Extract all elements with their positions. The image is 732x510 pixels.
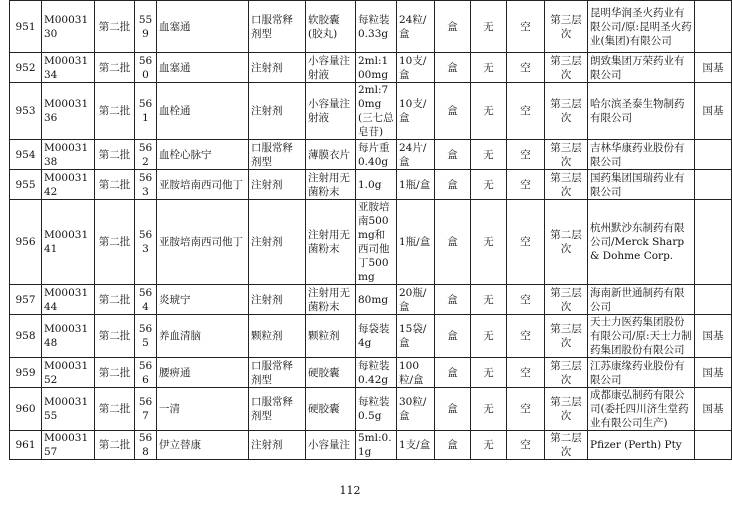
flag-b-cell: 空 [507, 83, 545, 140]
table-row [10, 315, 732, 358]
table-row [10, 170, 732, 200]
drug-name-cell: 血栓心脉宁 [157, 140, 249, 170]
drug-code-cell: M0003155 [42, 388, 95, 431]
flag-a-cell: 无 [471, 83, 507, 140]
note-cell [695, 1, 732, 53]
manufacturer-cell: 哈尔滨圣泰生物制药有限公司 [588, 83, 695, 140]
quality-level-cell: 第三层次 [545, 388, 588, 431]
dosage-form-cell: 注射剂 [249, 431, 306, 460]
row-index-cell: 952 [10, 53, 42, 83]
packaging-cell: 24粒/盒 [397, 1, 435, 53]
dosage-form-cell: 注射剂 [249, 170, 306, 200]
drug-name-cell: 伊立替康 [157, 431, 249, 460]
catalog-number-cell: 566 [135, 358, 157, 388]
preparation-form-cell: 小容量注射液 [306, 53, 356, 83]
dosage-form-cell: 口服常释剂型 [249, 358, 306, 388]
drug-code-cell: M0003136 [42, 83, 95, 140]
drug-code-cell: M0003138 [42, 140, 95, 170]
flag-a-cell: 无 [471, 1, 507, 53]
batch-cell: 第二批 [95, 315, 135, 358]
catalog-number-cell: 559 [135, 1, 157, 53]
batch-cell: 第二批 [95, 140, 135, 170]
packaging-cell: 10支/盒 [397, 83, 435, 140]
quality-level-cell: 第三层次 [545, 140, 588, 170]
packaging-cell: 1瓶/盒 [397, 170, 435, 200]
drug-code-cell: M0003152 [42, 358, 95, 388]
quality-level-cell: 第二层次 [545, 200, 588, 285]
table-row [10, 431, 732, 460]
drug-code-cell: M0003134 [42, 53, 95, 83]
table-row [10, 83, 732, 140]
table-row [10, 285, 732, 315]
flag-a-cell: 无 [471, 53, 507, 83]
table-row [10, 53, 732, 83]
preparation-form-cell: 注射用无菌粉末 [306, 285, 356, 315]
drug-name-cell: 炎琥宁 [157, 285, 249, 315]
specification-cell: 每片重0.40g [356, 140, 397, 170]
row-index-cell: 955 [10, 170, 42, 200]
packaging-cell: 1支/盒 [397, 431, 435, 460]
drug-catalog-table [9, 0, 732, 460]
row-index-cell: 953 [10, 83, 42, 140]
specification-cell: 每袋装4g [356, 315, 397, 358]
packaging-cell: 100粒/盒 [397, 358, 435, 388]
quality-level-cell: 第三层次 [545, 83, 588, 140]
catalog-number-cell: 564 [135, 285, 157, 315]
manufacturer-cell: 杭州默沙东制药有限公司/Merck Sharp & Dohme Corp. [588, 200, 695, 285]
row-index-cell: 954 [10, 140, 42, 170]
table-row [10, 358, 732, 388]
row-index-cell: 961 [10, 431, 42, 460]
flag-b-cell: 空 [507, 170, 545, 200]
unit-cell: 盒 [435, 285, 471, 315]
flag-a-cell: 无 [471, 315, 507, 358]
unit-cell: 盒 [435, 140, 471, 170]
manufacturer-cell: 海南新世通制药有限公司 [588, 285, 695, 315]
note-cell: 国基 [695, 83, 732, 140]
specification-cell: 亚胺培南500mg和西司他丁500mg [356, 200, 397, 285]
table-row [10, 200, 732, 285]
flag-a-cell: 无 [471, 388, 507, 431]
drug-name-cell: 亚胺培南西司他丁 [157, 170, 249, 200]
preparation-form-cell: 软胶囊(胶丸) [306, 1, 356, 53]
unit-cell: 盒 [435, 170, 471, 200]
unit-cell: 盒 [435, 1, 471, 53]
flag-b-cell: 空 [507, 315, 545, 358]
preparation-form-cell: 硬胶囊 [306, 358, 356, 388]
note-cell: 国基 [695, 53, 732, 83]
dosage-form-cell: 注射剂 [249, 53, 306, 83]
flag-b-cell: 空 [507, 388, 545, 431]
dosage-form-cell: 颗粒剂 [249, 315, 306, 358]
note-cell: 国基 [695, 358, 732, 388]
specification-cell: 80mg [356, 285, 397, 315]
batch-cell: 第二批 [95, 83, 135, 140]
catalog-number-cell: 561 [135, 83, 157, 140]
note-cell: 国基 [695, 315, 732, 358]
flag-a-cell: 无 [471, 285, 507, 315]
preparation-form-cell: 薄膜衣片 [306, 140, 356, 170]
batch-cell: 第二批 [95, 388, 135, 431]
packaging-cell: 30粒/盒 [397, 388, 435, 431]
dosage-form-cell: 注射剂 [249, 200, 306, 285]
drug-code-cell: M0003148 [42, 315, 95, 358]
quality-level-cell: 第三层次 [545, 358, 588, 388]
unit-cell: 盒 [435, 83, 471, 140]
specification-cell: 2ml:70mg(三七总皂苷) [356, 83, 397, 140]
note-cell: 国基 [695, 388, 732, 431]
page-number: 112 [339, 484, 361, 497]
note-cell [695, 200, 732, 285]
table-row [10, 1, 732, 53]
batch-cell: 第二批 [95, 431, 135, 460]
note-cell [695, 140, 732, 170]
catalog-number-cell: 562 [135, 140, 157, 170]
drug-name-cell: 一清 [157, 388, 249, 431]
manufacturer-cell: 朗致集团万荣药业有限公司 [588, 53, 695, 83]
dosage-form-cell: 注射剂 [249, 285, 306, 315]
flag-a-cell: 无 [471, 200, 507, 285]
specification-cell: 每粒装0.5g [356, 388, 397, 431]
drug-name-cell: 血塞通 [157, 53, 249, 83]
row-index-cell: 957 [10, 285, 42, 315]
unit-cell: 盒 [435, 315, 471, 358]
dosage-form-cell: 口服常释剂型 [249, 388, 306, 431]
flag-a-cell: 无 [471, 140, 507, 170]
packaging-cell: 10支/盒 [397, 53, 435, 83]
manufacturer-cell: 昆明华润圣火药业有限公司/原:昆明圣火药业(集团)有限公司 [588, 1, 695, 53]
flag-b-cell: 空 [507, 200, 545, 285]
unit-cell: 盒 [435, 200, 471, 285]
specification-cell: 5ml:0.1g [356, 431, 397, 460]
row-index-cell: 956 [10, 200, 42, 285]
flag-b-cell: 空 [507, 1, 545, 53]
row-index-cell: 958 [10, 315, 42, 358]
dosage-form-cell: 注射剂 [249, 83, 306, 140]
preparation-form-cell: 小容量注射液 [306, 83, 356, 140]
preparation-form-cell: 小容量注 [306, 431, 356, 460]
unit-cell: 盒 [435, 431, 471, 460]
manufacturer-cell: 吉林华康药业股份有限公司 [588, 140, 695, 170]
quality-level-cell: 第三层次 [545, 170, 588, 200]
batch-cell: 第二批 [95, 358, 135, 388]
specification-cell: 每粒装0.33g [356, 1, 397, 53]
manufacturer-cell: 成都康弘制药有限公司(委托四川济生堂药业有限公司生产) [588, 388, 695, 431]
catalog-number-cell: 563 [135, 200, 157, 285]
flag-a-cell: 无 [471, 358, 507, 388]
batch-cell: 第二批 [95, 53, 135, 83]
catalog-number-cell: 568 [135, 431, 157, 460]
flag-b-cell: 空 [507, 431, 545, 460]
quality-level-cell: 第三层次 [545, 1, 588, 53]
manufacturer-cell: 国药集团国瑞药业有限公司 [588, 170, 695, 200]
packaging-cell: 15袋/盒 [397, 315, 435, 358]
drug-name-cell: 腰痹通 [157, 358, 249, 388]
table-row [10, 388, 732, 431]
specification-cell: 2ml:100mg [356, 53, 397, 83]
unit-cell: 盒 [435, 388, 471, 431]
specification-cell: 每粒装0.42g [356, 358, 397, 388]
catalog-number-cell: 563 [135, 170, 157, 200]
row-index-cell: 959 [10, 358, 42, 388]
flag-b-cell: 空 [507, 53, 545, 83]
note-cell [695, 170, 732, 200]
note-cell [695, 285, 732, 315]
unit-cell: 盒 [435, 53, 471, 83]
drug-code-cell: M0003144 [42, 285, 95, 315]
packaging-cell: 1瓶/盒 [397, 200, 435, 285]
row-index-cell: 960 [10, 388, 42, 431]
drug-code-cell: M0003142 [42, 170, 95, 200]
note-cell [695, 431, 732, 460]
row-index-cell: 951 [10, 1, 42, 53]
preparation-form-cell: 注射用无菌粉末 [306, 200, 356, 285]
drug-name-cell: 亚胺培南西司他丁 [157, 200, 249, 285]
quality-level-cell: 第三层次 [545, 285, 588, 315]
packaging-cell: 20瓶/盒 [397, 285, 435, 315]
manufacturer-cell: Pfizer (Perth) Pty [588, 431, 695, 460]
flag-a-cell: 无 [471, 170, 507, 200]
drug-name-cell: 血塞通 [157, 1, 249, 53]
flag-b-cell: 空 [507, 358, 545, 388]
dosage-form-cell: 口服常释剂型 [249, 140, 306, 170]
specification-cell: 1.0g [356, 170, 397, 200]
manufacturer-cell: 江苏康缘药业股份有限公司 [588, 358, 695, 388]
drug-name-cell: 养血清脑 [157, 315, 249, 358]
dosage-form-cell: 口服常释剂型 [249, 1, 306, 53]
flag-b-cell: 空 [507, 140, 545, 170]
flag-a-cell: 无 [471, 431, 507, 460]
drug-code-cell: M0003141 [42, 200, 95, 285]
batch-cell: 第二批 [95, 200, 135, 285]
catalog-number-cell: 560 [135, 53, 157, 83]
quality-level-cell: 第三层次 [545, 315, 588, 358]
quality-level-cell: 第二层次 [545, 431, 588, 460]
batch-cell: 第二批 [95, 170, 135, 200]
manufacturer-cell: 天士力医药集团股份有限公司/原:天士力制药集团股份有限公司 [588, 315, 695, 358]
drug-code-cell: M0003157 [42, 431, 95, 460]
preparation-form-cell: 颗粒剂 [306, 315, 356, 358]
batch-cell: 第二批 [95, 1, 135, 53]
preparation-form-cell: 硬胶囊 [306, 388, 356, 431]
unit-cell: 盒 [435, 358, 471, 388]
flag-b-cell: 空 [507, 285, 545, 315]
quality-level-cell: 第三层次 [545, 53, 588, 83]
preparation-form-cell: 注射用无菌粉末 [306, 170, 356, 200]
batch-cell: 第二批 [95, 285, 135, 315]
drug-name-cell: 血栓通 [157, 83, 249, 140]
catalog-number-cell: 565 [135, 315, 157, 358]
table-row [10, 140, 732, 170]
packaging-cell: 24片/盒 [397, 140, 435, 170]
drug-code-cell: M0003130 [42, 1, 95, 53]
catalog-number-cell: 567 [135, 388, 157, 431]
